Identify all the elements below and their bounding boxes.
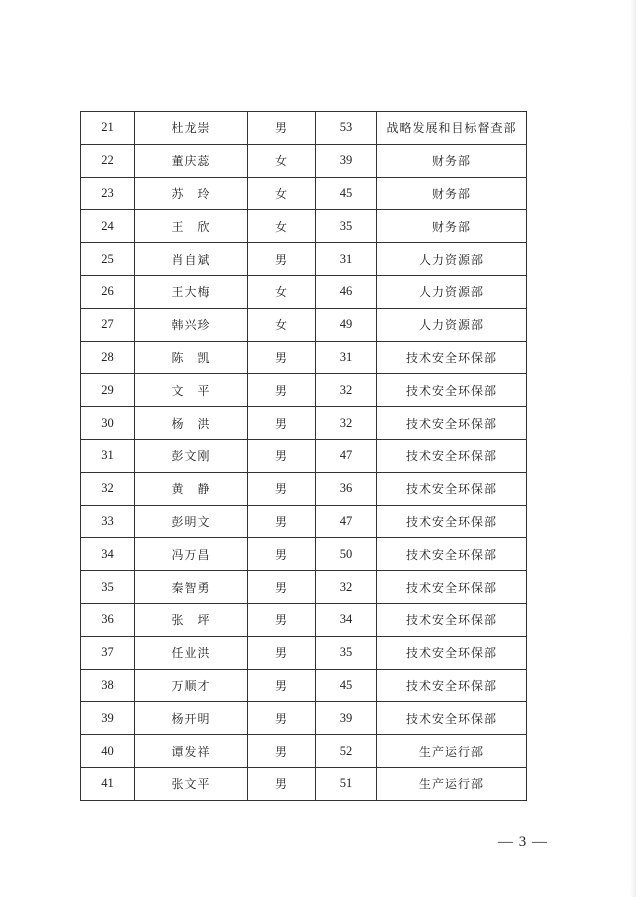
table-row bbox=[81, 603, 527, 636]
page-edge-shadow bbox=[630, 0, 636, 897]
cell-name: 肖自斌 bbox=[135, 243, 248, 276]
cell-name: 彭文刚 bbox=[135, 439, 248, 472]
table-row bbox=[81, 505, 527, 538]
table-row bbox=[81, 112, 527, 145]
cell-department: 技术安全环保部 bbox=[377, 636, 527, 669]
cell-gender: 男 bbox=[248, 374, 316, 407]
table-row bbox=[81, 144, 527, 177]
cell-serial-number: 34 bbox=[81, 538, 135, 571]
table-row bbox=[81, 177, 527, 210]
cell-name: 董庆蕊 bbox=[135, 144, 248, 177]
cell-name: 杨 洪 bbox=[135, 407, 248, 440]
cell-gender: 男 bbox=[248, 669, 316, 702]
cell-age: 31 bbox=[316, 243, 377, 276]
cell-name: 彭明文 bbox=[135, 505, 248, 538]
cell-serial-number: 33 bbox=[81, 505, 135, 538]
cell-gender: 女 bbox=[248, 177, 316, 210]
cell-name: 任业洪 bbox=[135, 636, 248, 669]
table-row bbox=[81, 374, 527, 407]
cell-age: 47 bbox=[316, 439, 377, 472]
cell-serial-number: 41 bbox=[81, 767, 135, 800]
cell-age: 32 bbox=[316, 407, 377, 440]
cell-serial-number: 22 bbox=[81, 144, 135, 177]
cell-name: 张 坪 bbox=[135, 603, 248, 636]
table-row bbox=[81, 767, 527, 800]
cell-department: 战略发展和目标督查部 bbox=[377, 112, 527, 145]
cell-age: 50 bbox=[316, 538, 377, 571]
table-row bbox=[81, 210, 527, 243]
cell-serial-number: 21 bbox=[81, 112, 135, 145]
cell-serial-number: 24 bbox=[81, 210, 135, 243]
cell-serial-number: 30 bbox=[81, 407, 135, 440]
cell-department: 技术安全环保部 bbox=[377, 407, 527, 440]
cell-age: 39 bbox=[316, 702, 377, 735]
table-row bbox=[81, 669, 527, 702]
cell-name: 王 欣 bbox=[135, 210, 248, 243]
cell-gender: 男 bbox=[248, 243, 316, 276]
personnel-table-body bbox=[81, 112, 527, 801]
cell-serial-number: 38 bbox=[81, 669, 135, 702]
cell-gender: 男 bbox=[248, 702, 316, 735]
cell-serial-number: 37 bbox=[81, 636, 135, 669]
cell-department: 生产运行部 bbox=[377, 767, 527, 800]
cell-serial-number: 40 bbox=[81, 735, 135, 768]
cell-gender: 女 bbox=[248, 308, 316, 341]
cell-department: 人力资源部 bbox=[377, 275, 527, 308]
cell-age: 49 bbox=[316, 308, 377, 341]
cell-age: 52 bbox=[316, 735, 377, 768]
cell-gender: 男 bbox=[248, 636, 316, 669]
table-row bbox=[81, 636, 527, 669]
cell-name: 文 平 bbox=[135, 374, 248, 407]
cell-department: 财务部 bbox=[377, 210, 527, 243]
cell-age: 47 bbox=[316, 505, 377, 538]
cell-department: 财务部 bbox=[377, 144, 527, 177]
cell-gender: 男 bbox=[248, 767, 316, 800]
cell-age: 45 bbox=[316, 177, 377, 210]
cell-department: 技术安全环保部 bbox=[377, 505, 527, 538]
cell-serial-number: 36 bbox=[81, 603, 135, 636]
cell-department: 技术安全环保部 bbox=[377, 439, 527, 472]
cell-serial-number: 32 bbox=[81, 472, 135, 505]
cell-serial-number: 27 bbox=[81, 308, 135, 341]
cell-name: 张文平 bbox=[135, 767, 248, 800]
cell-department: 技术安全环保部 bbox=[377, 341, 527, 374]
cell-department: 财务部 bbox=[377, 177, 527, 210]
cell-age: 51 bbox=[316, 767, 377, 800]
cell-age: 39 bbox=[316, 144, 377, 177]
cell-department: 技术安全环保部 bbox=[377, 702, 527, 735]
cell-name: 陈 凯 bbox=[135, 341, 248, 374]
cell-age: 46 bbox=[316, 275, 377, 308]
cell-department: 技术安全环保部 bbox=[377, 538, 527, 571]
cell-name: 杜龙崇 bbox=[135, 112, 248, 145]
table-row bbox=[81, 735, 527, 768]
table-row bbox=[81, 308, 527, 341]
cell-serial-number: 29 bbox=[81, 374, 135, 407]
cell-name: 杨开明 bbox=[135, 702, 248, 735]
cell-name: 黄 静 bbox=[135, 472, 248, 505]
cell-age: 31 bbox=[316, 341, 377, 374]
cell-serial-number: 26 bbox=[81, 275, 135, 308]
cell-gender: 男 bbox=[248, 735, 316, 768]
table-row bbox=[81, 275, 527, 308]
cell-gender: 女 bbox=[248, 210, 316, 243]
cell-department: 技术安全环保部 bbox=[377, 603, 527, 636]
cell-name: 谭发祥 bbox=[135, 735, 248, 768]
cell-department: 生产运行部 bbox=[377, 735, 527, 768]
cell-age: 53 bbox=[316, 112, 377, 145]
cell-gender: 男 bbox=[248, 472, 316, 505]
cell-department: 技术安全环保部 bbox=[377, 571, 527, 604]
cell-department: 人力资源部 bbox=[377, 308, 527, 341]
cell-serial-number: 28 bbox=[81, 341, 135, 374]
table-row bbox=[81, 407, 527, 440]
cell-gender: 男 bbox=[248, 341, 316, 374]
cell-name: 冯万昌 bbox=[135, 538, 248, 571]
cell-serial-number: 31 bbox=[81, 439, 135, 472]
cell-age: 32 bbox=[316, 571, 377, 604]
cell-gender: 男 bbox=[248, 571, 316, 604]
cell-name: 王大梅 bbox=[135, 275, 248, 308]
table-row bbox=[81, 702, 527, 735]
cell-serial-number: 39 bbox=[81, 702, 135, 735]
cell-gender: 女 bbox=[248, 275, 316, 308]
table-row bbox=[81, 538, 527, 571]
table-row bbox=[81, 243, 527, 276]
cell-gender: 女 bbox=[248, 144, 316, 177]
cell-department: 技术安全环保部 bbox=[377, 472, 527, 505]
cell-serial-number: 23 bbox=[81, 177, 135, 210]
cell-department: 人力资源部 bbox=[377, 243, 527, 276]
cell-age: 36 bbox=[316, 472, 377, 505]
table-row bbox=[81, 341, 527, 374]
cell-age: 35 bbox=[316, 210, 377, 243]
table-row bbox=[81, 472, 527, 505]
cell-department: 技术安全环保部 bbox=[377, 669, 527, 702]
cell-gender: 男 bbox=[248, 505, 316, 538]
page-number: — 3 — bbox=[498, 834, 548, 850]
cell-age: 45 bbox=[316, 669, 377, 702]
personnel-table bbox=[80, 111, 527, 801]
cell-name: 秦智勇 bbox=[135, 571, 248, 604]
cell-gender: 男 bbox=[248, 538, 316, 571]
cell-gender: 男 bbox=[248, 407, 316, 440]
cell-age: 32 bbox=[316, 374, 377, 407]
cell-age: 34 bbox=[316, 603, 377, 636]
cell-gender: 男 bbox=[248, 112, 316, 145]
cell-name: 韩兴珍 bbox=[135, 308, 248, 341]
cell-age: 35 bbox=[316, 636, 377, 669]
cell-gender: 男 bbox=[248, 603, 316, 636]
cell-serial-number: 25 bbox=[81, 243, 135, 276]
table-row bbox=[81, 571, 527, 604]
cell-department: 技术安全环保部 bbox=[377, 374, 527, 407]
table-row bbox=[81, 439, 527, 472]
cell-gender: 男 bbox=[248, 439, 316, 472]
cell-name: 万顺才 bbox=[135, 669, 248, 702]
cell-serial-number: 35 bbox=[81, 571, 135, 604]
cell-name: 苏 玲 bbox=[135, 177, 248, 210]
